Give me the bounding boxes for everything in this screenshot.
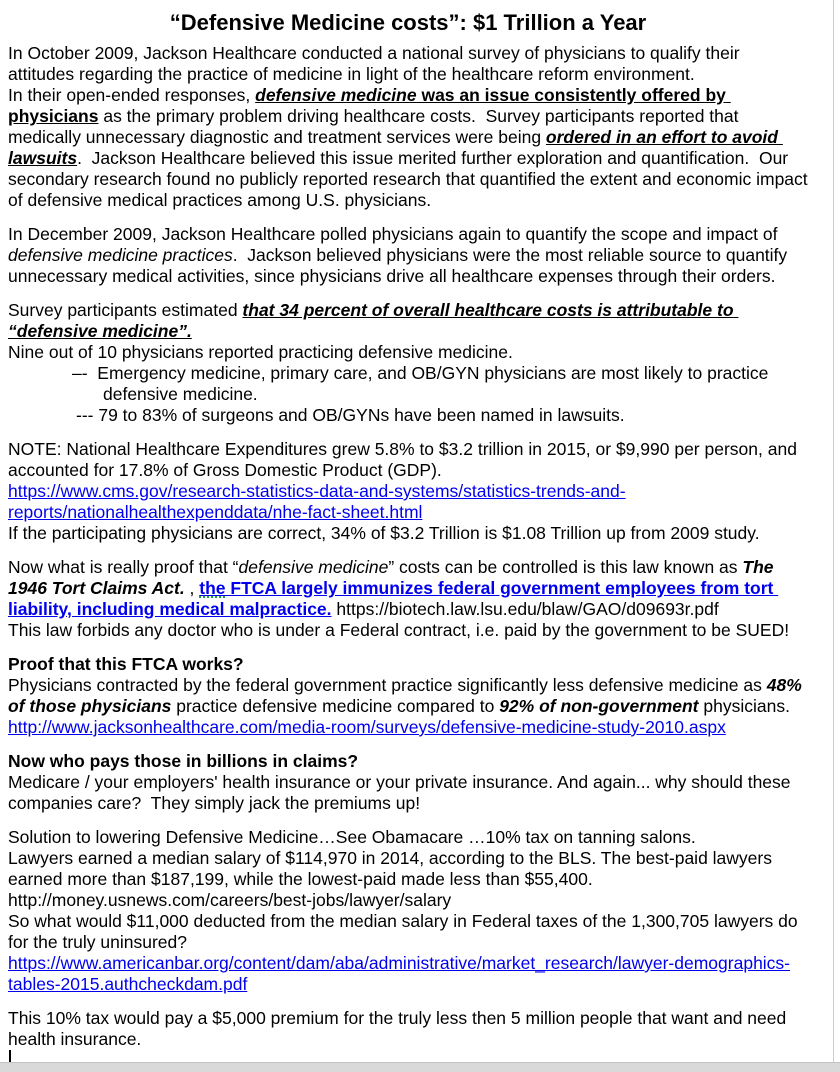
- text-run: . Jackson believed physicians were the most reliable source to quantify unnecessary medical activities, since physicians drive all healthcare expenses through their orders.: [8, 245, 793, 286]
- text-run: ” costs can be controlled is this law known as: [388, 557, 743, 577]
- text-run: defensive medicine: [238, 557, 389, 577]
- text-run: –- Emergency medicine, primary care, and OB/GYN physicians are most likely to practice defensive medicine.: [72, 363, 774, 404]
- paragraph-december-poll: [8, 224, 808, 287]
- text-run: So what would $11,000 deducted from the median salary in Federal taxes of the 1,300,705 lawyers do for the truly uninsured?: [8, 911, 803, 952]
- text-run: 92% of non-government: [499, 696, 699, 716]
- text-run: The 1946 Tort Claims Act.: [8, 557, 779, 598]
- paragraph-ftca-proof: [8, 675, 808, 738]
- text-run: physicians.: [698, 696, 790, 716]
- text-run: Physicians contracted by the federal government practice significantly less defensive medicine as: [8, 675, 767, 695]
- text-run: In December 2009, Jackson Healthcare polled physicians again to quantify the scope and impact of: [8, 224, 783, 244]
- page-right-edge: [833, 0, 834, 1072]
- cms-nhe-fact-sheet-link[interactable]: https://www.cms.gov/research-statistics-data-and-systems/statistics-trends-and-reports/nationalhealthexpenddata/nhe-fact-sheet.html: [8, 481, 626, 522]
- text-run: This law forbids any doctor who is under a Federal contract, i.e. paid by the government to be SUED!: [8, 620, 790, 640]
- text-run: http://money.usnews.com/careers/best-jobs/lawyer/salary: [8, 890, 452, 910]
- text-run: as the primary problem driving healthcare costs. Survey participants reported that medically unnecessary diagnostic and treatment services were being: [8, 106, 744, 147]
- window-bottom-strip: [0, 1062, 840, 1072]
- page-title: “Defensive Medicine costs”: $1 Trillion a Year: [169, 10, 647, 35]
- ftca-immunity-link[interactable]: the: [199, 578, 226, 598]
- paragraph-who-pays-body: [8, 772, 808, 814]
- text-run: practice defensive medicine compared to: [171, 696, 500, 716]
- paragraph-note-expenditures: [8, 439, 808, 544]
- paragraph-closing: [8, 1008, 808, 1050]
- text-run: defensive medicine practices: [8, 245, 233, 265]
- text-run: In their open-ended responses,: [8, 85, 256, 105]
- text-run: This 10% tax would pay a $5,000 premium for the truly less then 5 million people that want and need health insurance.: [8, 1008, 792, 1049]
- paragraph-intro: [8, 43, 813, 211]
- text-run: ordered in an effort to avoid lawsuits: [8, 127, 783, 168]
- heading-ftca-works: Proof that this FTCA works?: [8, 654, 244, 674]
- text-run: was an issue consistently offered by physicians: [8, 85, 731, 126]
- text-run: . Jackson Healthcare believed this issue merited further exploration and quantification. Our secondary research found no publicly reported research that quantified the extent and economic impact of defensive medical practices among U.S. physicians.: [8, 148, 813, 210]
- text-run: --- 79 to 83% of surgeons and OB/GYNs have been named in lawsuits.: [76, 405, 625, 425]
- text-run: that 34 percent of overall healthcare costs is attributable to “defensive medicine”.: [8, 300, 739, 341]
- text-run: Now what is really proof that “: [8, 557, 239, 577]
- paragraph-tort-claims: [8, 557, 808, 641]
- text-run: In October 2009, Jackson Healthcare conducted a national survey of physicians to qualify their attitudes regarding the practice of medicine in light of the healthcare reform environment.: [8, 43, 745, 84]
- heading-who-pays: Now who pays those in billions in claims?: [8, 751, 359, 771]
- bullet-lawsuits: [8, 405, 808, 426]
- text-run: NOTE: National Healthcare Expenditures grew 5.8% to $3.2 trillion in 2015, or $9,990 per person, and accounted for 17.8% of Gross Domestic Product (GDP).: [8, 439, 802, 480]
- jackson-healthcare-study-link[interactable]: http://www.jacksonhealthcare.com/media-room/surveys/defensive-medicine-study-2010.aspx: [8, 717, 726, 737]
- text-run: ,: [184, 578, 200, 598]
- text-run: Solution to lowering Defensive Medicine…See Obamacare …10% tax on tanning salons.: [8, 827, 696, 847]
- text-run: defensive medicine: [255, 85, 417, 105]
- text-run: https://biotech.law.lsu.edu/blaw/GAO/d09693r.pdf: [331, 599, 719, 619]
- text-run: If the participating physicians are correct, 34% of $3.2 Trillion is $1.08 Trillion up from 2009 study.: [8, 523, 760, 543]
- text-run: Survey participants estimated: [8, 300, 243, 320]
- text-run: Nine out of 10 physicians reported practicing defensive medicine.: [8, 342, 513, 362]
- text-run: Medicare / your employers' health insurance or your private insurance. And again... why should these companies care? They simply jack the premiums up!: [8, 772, 796, 813]
- bullet-specialties: [8, 363, 808, 405]
- paragraph-solution: [8, 827, 808, 995]
- ftca-immunity-link[interactable]: FTCA largely immunizes federal government employees from tort liability, including medical malpractice.: [8, 578, 779, 619]
- text-run: Lawyers earned a median salary of $114,970 in 2014, according to the BLS. The best-paid lawyers earned more than $187,199, while the lowest-paid made less than $55,400.: [8, 848, 777, 889]
- text-run: 48% of those physicians: [8, 675, 807, 716]
- paragraph-survey-estimate: [8, 300, 808, 363]
- aba-lawyer-demographics-link[interactable]: https://www.americanbar.org/content/dam/aba/administrative/market_research/lawyer-demographics-tables-2015.authcheckdam.pdf: [8, 953, 791, 994]
